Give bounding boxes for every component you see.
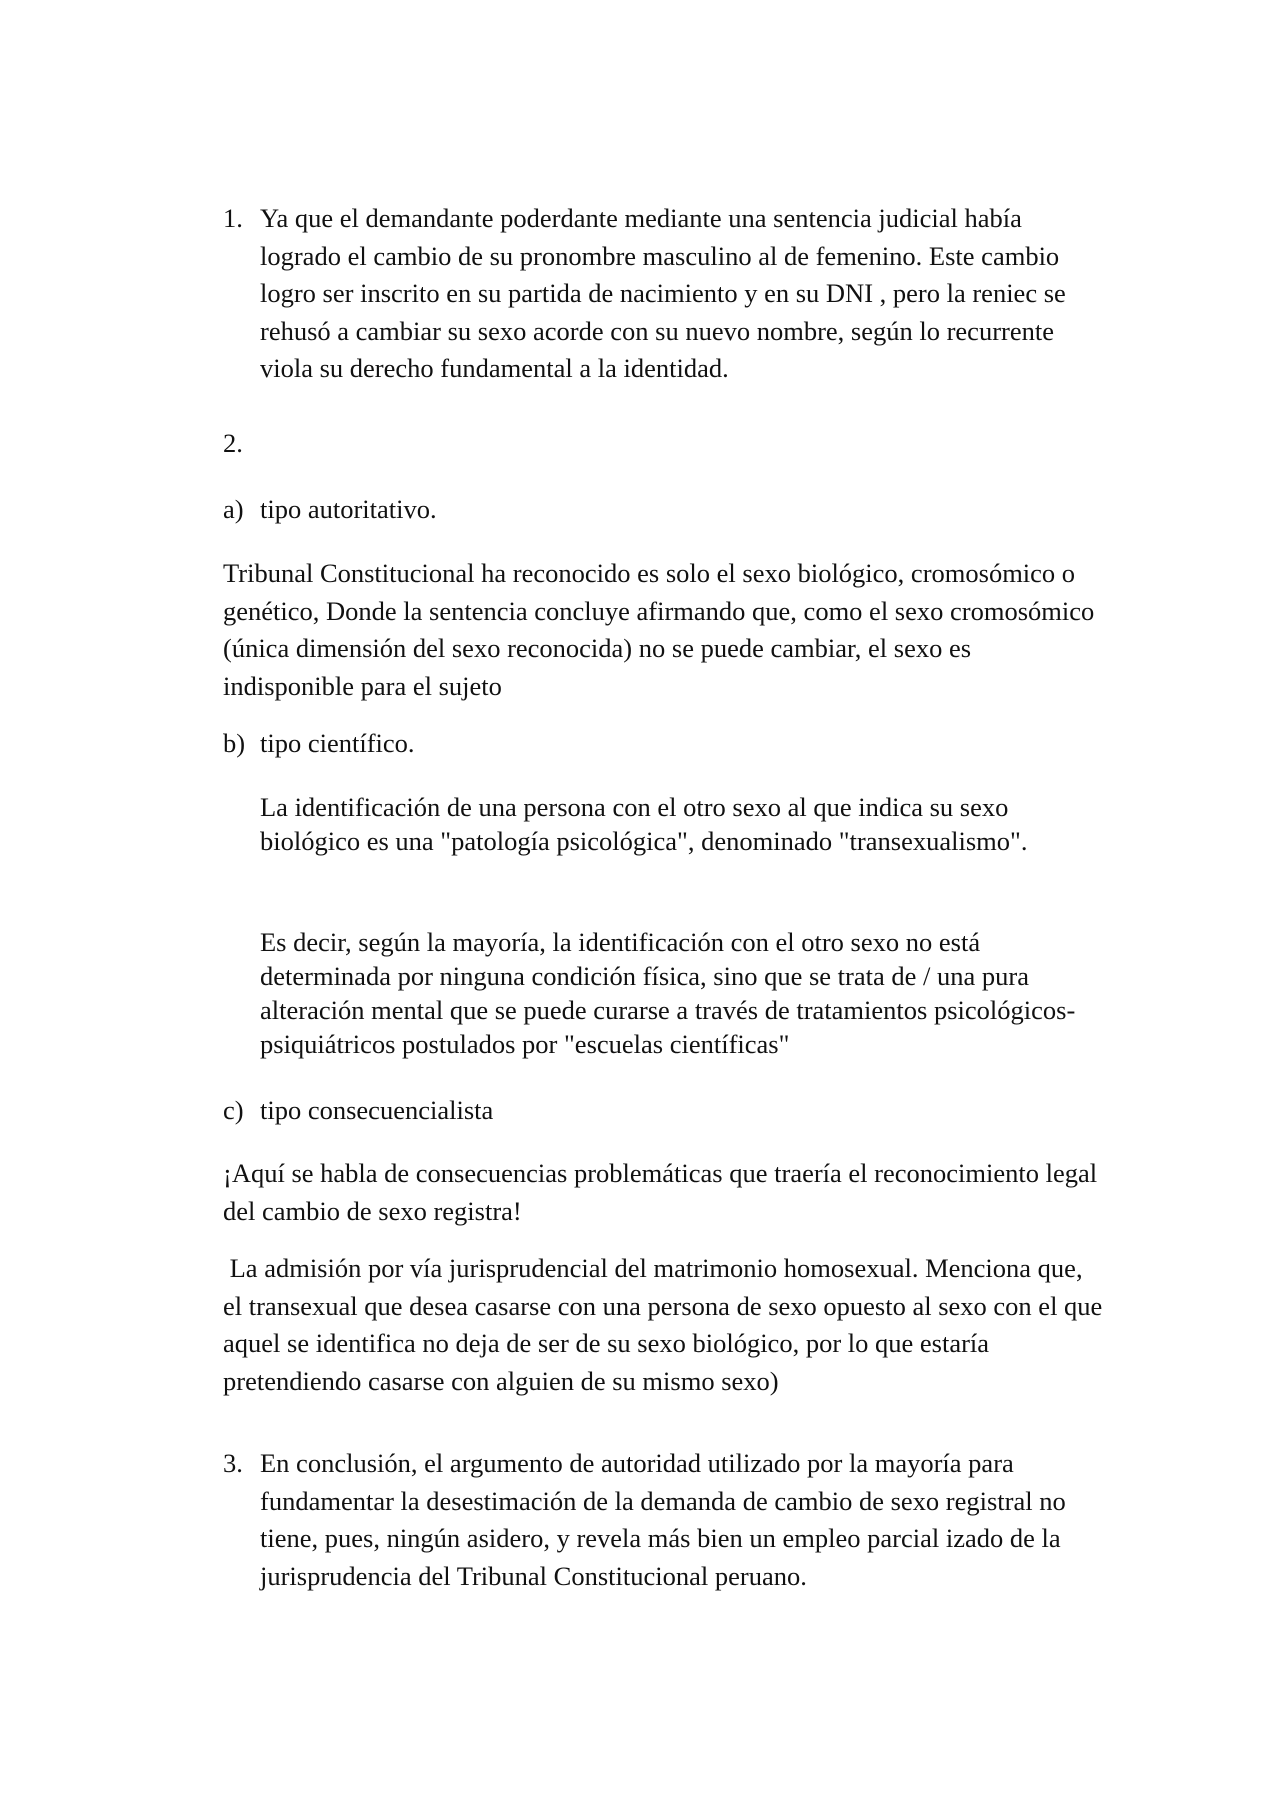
sub-heading: tipo autoritativo. [260,494,437,524]
paragraph-b2: Es decir, según la mayoría, la identificación con el otro sexo no está determinada por ninguna condición física, sino que se trata de / una pura alteración mental que se puede curarse a través de tratamientos psicológicos-psiquiátricos postulados por "escuelas científicas" [260,927,1076,1059]
paragraph-a: Tribunal Constitucional ha reconocido es solo el sexo biológico, cromosómico o genético, Donde la sentencia concluye afirmando que, como el sexo cromosómico (única dimensión del sexo reconocida) no se puede cambiar, el sexo es indisponible para el sujeto [223,558,1095,701]
sub-item-c [223,1092,1103,1130]
sub-heading: tipo científico. [260,728,415,758]
sub-marker: b) [223,728,246,758]
list-item-3 [223,1445,1103,1595]
paragraph-c1: ¡Aquí se habla de consecuencias problemáticas que traería el reconocimiento legal del cambio de sexo registra! [223,1158,1098,1226]
paragraph-b1: La identificación de una persona con el otro sexo al que indica su sexo biológico es una "patología psicológica", denominado "transexualismo". [260,792,1028,856]
sub-marker: a) [223,494,244,524]
sub-heading: tipo consecuencialista [260,1095,494,1125]
list-item-text: En conclusión, el argumento de autoridad utilizado por la mayoría para fundamentar la desestimación de la demanda de cambio de sexo registral no tiene, pues, ningún asidero, y revela más bien un empleo parcial izado de la jurisprudencia del Tribunal Constitucional peruano. [260,1448,1066,1591]
sub-item-a [223,491,1103,529]
sub-item-b [223,725,1103,763]
sub-marker: c) [223,1095,244,1125]
list-marker: 1. [223,203,243,233]
list-marker: 3. [223,1448,243,1478]
list-item-text: Ya que el demandante poderdante mediante una sentencia judicial había logrado el cambio de su pronombre masculino al de femenino. Este cambio logro ser inscrito en su partida de nacimiento y en su DNI , pero la reniec se rehusó a cambiar su sexo acorde con su nuevo nombre, según lo recurrente viola su derecho fundamental a la identidad. [260,203,1066,383]
list-marker: 2. [223,428,243,458]
paragraph-c2: La admisión por vía jurisprudencial del matrimonio homosexual. Menciona que, el transexual que desea casarse con una persona de sexo opuesto al sexo con el que aquel se identifica no deja de ser de su sexo biológico, por lo que estaría pretendiendo casarse con alguien de su mismo sexo) [223,1253,1109,1396]
list-item-1 [223,200,1103,388]
